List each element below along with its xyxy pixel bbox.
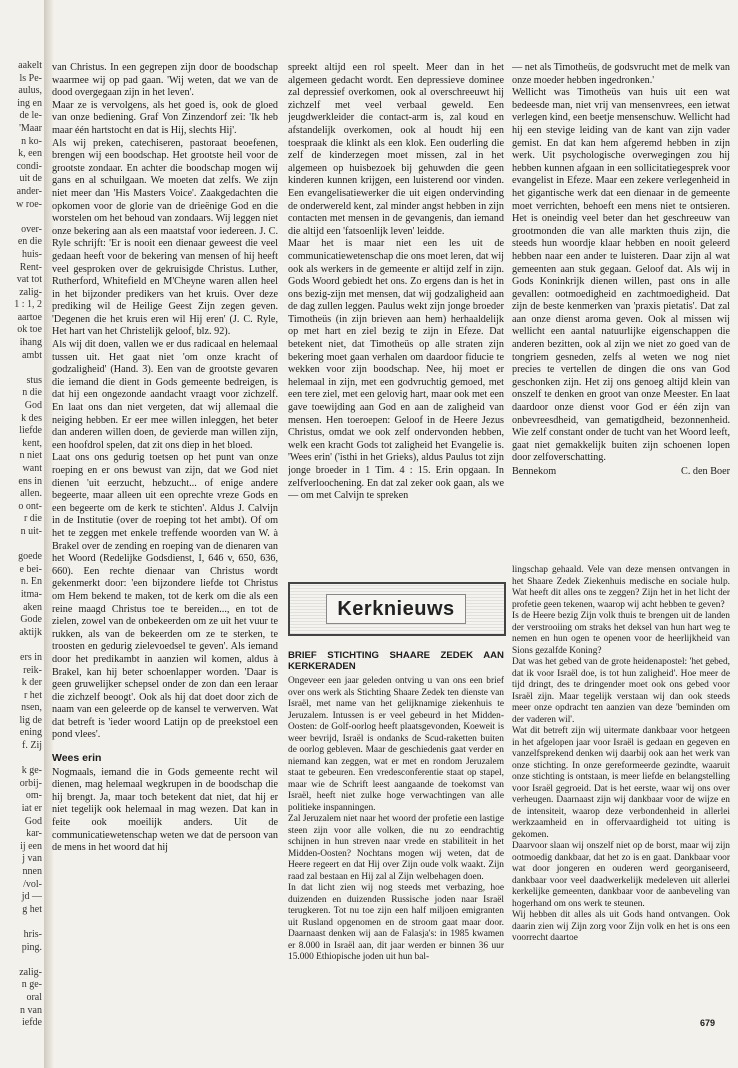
margin-fragment: ens in — [18, 475, 42, 487]
margin-fragment: Gode — [20, 614, 42, 626]
margin-fragment: hris- — [23, 928, 42, 940]
margin-fragment: /vol- — [23, 878, 42, 890]
margin-fragment: oral — [26, 991, 42, 1003]
margin-fragment: e bei- — [19, 563, 42, 575]
margin-fragment — [2, 954, 42, 967]
margin-fragment: ers in — [20, 651, 42, 663]
margin-fragment: 'Maar — [19, 122, 42, 134]
margin-fragment: want — [22, 463, 42, 474]
margin-fragment — [2, 639, 42, 652]
margin-fragment: n die — [22, 387, 42, 399]
margin-fragment: k der — [21, 677, 42, 689]
paragraph: Maar het is maar niet een les uit de communicatiewetenschap die ons moet leren, dat wij ook als werkers in de gemeente er altijd zelf in zijn. Gods Woord gebiedt het ons. Zo ergens dan is het in ons bezig-zijn met mensen, dat wij godzaligheid aan de dag zullen leggen. Paulus wekt zijn jonge broeder Timotheüs (in zijn brieven aan hem) herhaaldelijk op met hart en ziel bezig te zijn in Efeze. Dat betekent niet, dat Timotheüs op alle straten zijn bekering moet gaan verhalen om daardoor fiducie te wekken voor zijn boodschap. Nee, hij moet er helemaal in zijn, met een godvruchtig gemoed, met een tere ziel, met een gelovig hart, maar ook met een gave toewijding aan God en aan de zaligheid van mensen. Hen toeroepen: Geloof in de Heere Jezus Christus, omdat we ook zelf ondervonden hebben, welk een kracht Gods tot zaligheid het Evangelie is. 'Wees erin' ('isthi in het Grieks), aldus Paulus tot zijn jonge broeder in 1 Tim. 4 : 15. Erin opgaan. In zelfverloochening. En dat zal zeker ook gaan, als we — om met Calvijn te spreken — [288, 238, 504, 502]
margin-fragment: f. Zij — [22, 740, 42, 752]
margin-fragment: aakelt — [18, 60, 42, 71]
margin-fragment: ing en — [17, 97, 42, 109]
margin-fragment: zalig- — [19, 966, 42, 978]
margin-fragment: n ge- — [21, 979, 42, 991]
paragraph: Is de Heere bezig Zijn volk thuis te brengen uit de landen der verstrooiing om straks het deksel van hun hart weg te nemen en hun ogen te openen voor de heerlijkheid van Sions gezalfde Koning? — [512, 611, 730, 656]
signature-place: Bennekom — [512, 466, 557, 477]
margin-fragment: zalig- — [19, 286, 42, 298]
paragraph: Als wij dit doen, vallen we er dus radicaal en helemaal tussen uit. Het gaat niet 'om onze kracht of godzaligheid' (Hand. 3). Een van de grootste gevaren die iemand die dient in Gods gemeente bedreigen, is dat hij een ongezonde aandacht vraagt voor zichzelf. En laat ons dan niet vergeten, dat wij allemaal die neiging hebben. Er eer mee willen inleggen, het beter dan anderen willen doen, de gevierde man willen zijn, een hoofdrol spelen, dat zit ons diep in het bloed. — [52, 339, 278, 451]
margin-fragment: God — [24, 400, 42, 412]
left-page-margin-fragments — [2, 60, 42, 1030]
margin-fragment: k, een — [18, 148, 42, 160]
margin-fragment: ihang — [19, 337, 42, 349]
paragraph: spreekt altijd een rol speelt. Meer dan in het algemeen gedacht wordt. Een depressieve dominee zal depressief overkomen, ook al overschreeuwt hij zichzelf met veel verbaal geweld. Een jeugdwerkleider die contact-arm is, zal koud en afstandelijk overkomen, ook al houdt hij een toespraak die klinkt als een klok. Een ouderling die zelf de kinderzegen moet missen, zal in het algemeen op huisbezoek bij gehuwden die geen kinderen kunnen krijgen, een luisterend oor vinden. Een evangelisatiewerker die uit eigen ondervinding de onderwereld kent, zal minder angst hebben in zijn contacten met mensen in de gevangenis, dan iemand die altijd een 'fatsoenlijk leven' leidde. — [288, 62, 504, 237]
news-column-left — [288, 650, 504, 1060]
margin-fragment: aken — [23, 601, 42, 613]
margin-fragment: itma- — [20, 588, 42, 600]
news-column-right — [512, 565, 730, 965]
margin-fragment: God — [24, 815, 42, 827]
margin-fragment: ij een — [20, 840, 42, 852]
margin-fragment: r die — [23, 513, 42, 525]
paragraph: Ongeveer een jaar geleden ontving u van ons een brief over ons werk als Stichting Shaare Zedek ten dienste van Israël, met name van het gelijknamige ziekenhuis te Jeruzalem. Intussen is er veel gebeurd in het Midden-Oosten: de Golf-oorlog heeft plaatsgevonden, Koeweit is weer bevrijd, Israël is ondanks de Scud-raketten buiten de oorlog gebleven. Maar de geschiedenis gaat verder en niemand kan zeggen, wat er met en rondom Jeruzalem staat te gebeuren. Een vredesconferentie staat op stapel, maar wie de Schrift leest aangaande de toekomst van Israël, heeft niet zulke hoge verwachtingen van alle politieke inspanningen. — [288, 676, 504, 813]
margin-fragment: vat tot — [16, 274, 42, 286]
margin-fragment: ening — [19, 727, 42, 739]
margin-fragment: n ko- — [21, 135, 42, 147]
margin-fragment: o ont- — [18, 500, 42, 512]
margin-fragment: nnen — [22, 866, 42, 877]
paragraph: van Christus. In een gegrepen zijn door de boodschap waarmee wij op pad gaan. 'Wij weten, dat we van de dood overgegaan zijn in het leven'. — [52, 62, 278, 99]
section-banner — [288, 582, 506, 636]
signature-author: C. den Boer — [681, 466, 730, 477]
margin-fragment: jd — — [21, 891, 42, 903]
margin-fragment — [2, 916, 42, 929]
margin-fragment: iat er — [21, 803, 42, 815]
paragraph: Nogmaals, iemand die in Gods gemeente recht wil dienen, mag helemaal wegkrupen in de boodschap die hij brengt. Ja, maar toch betekent dat niet, dat hij er niet tegelijk ook helemaal in mag wezen. Dat kan in feite ook moeilijk anders. Uit de communicatiewetenschap weten we dat de persoon van de mens in het woord dat hij — [52, 766, 278, 854]
margin-fragment: kent, — [22, 437, 42, 449]
paragraph: Dat was het gebed van de grote heidenapostel: 'het gebed, dat ik voor Israël doe, is tot hun zaligheid'. Hoe meer de tijd dringt, des te dringender moet ook ons gebed voor Israël zijn. Maar tegelijk verstaan wij dan ook steeds meer onze opdracht ten aanzien van deze 'beminden om der vaderen wil'. — [512, 657, 730, 725]
margin-fragment: aartoe — [17, 311, 42, 323]
article-column-1 — [52, 62, 278, 992]
margin-fragment: k des — [21, 412, 42, 424]
margin-fragment: nsen, — [21, 702, 42, 714]
paragraph: Wellicht was Timotheüs van huis uit een wat bedeesde man, niet vrij van mensenvrees, een ietwat verlegen kind, een beetje mensenschuw. Wellicht had hij een stevige leiding van de kant van zijn vader gemist. En dat kan hem afgeremd hebben in zijn werk. Uit psychologische overwegingen zou hij hebben kunnen afgaan in een sollicitatiegesprek voor evangelist in Efeze. Maar een zekere verlegenheid in het gigantische werk dat een dienaar in de gemeente moet verrichten, behoeft een mens niet te ontsieren. Het is oneindig veel beter dan het geschreeuw van grootmonden die van alle markten thuis zijn, die steeds hun woordje klaar hebben en nooit geleerd hebben naar een ander te luisteren. Daar zijn al wat gemeenten aan stuk gegaan. Geloof dat. Als wij in Gods Koninkrijk dienen willen, past ons in alle gevallen: ootmoedigheid en zachtmoedigheid. Dat zijn de beste kenmerken van 'praxis pietatis'. Dat zal aan onze dienst aroma geven. Ook al missen wij wellicht een aantal natuurlijke eigenschappen die anderen bezitten, ook al zijn we niet zo goed van de tongriem gesneden, zelfs al weten we nog niet precies te vertellen de dingen die ons van God geschonken zijn. Het zij ons genoeg altijd klein van onszelf te denken en groot van onze Meester. En laat daardoor onze dienst voor God er één zijn van onbevreesdheid, van gematigdheid, bezonnenheid. Wie zelf constant onder de tucht van het Woord leeft, gaat niet gemakkelijk buiten zijn schoenen lopen door zelfoverschatting. — [512, 87, 730, 464]
paragraph: Wij hebben dit alles als uit Gods hand ontvangen. Ook daarin zien wij Zijn zorg voor Zijn volk en het is ons een voorrecht daartoe — [512, 910, 730, 943]
margin-fragment: liefde — [19, 425, 42, 437]
margin-fragment: ander- — [16, 185, 42, 197]
banner-title: Kerknieuws — [337, 598, 455, 620]
banner-box — [326, 594, 466, 624]
paragraph: In dat licht zien wij nog steeds met verbazing, hoe duizenden en duizenden Russische joden naar Israël terugkeren. Tot nu toe zijn een half miljoen emigranten uit Rusland opgenomen en de stroom gaat maar door. Daarnaast denken wij aan de Falasja's: in 1985 kwamen er 8.000 in Israël aan, dit jaar werden er binnen 36 uur 15.000 Ethiopische joden uit hun bal- — [288, 883, 504, 962]
margin-fragment: Rent- — [19, 261, 42, 273]
margin-fragment: aktijk — [19, 626, 42, 638]
margin-fragment: ping. — [21, 941, 42, 953]
paragraph: Maar ze is vervolgens, als het goed is, ook de gloed van onze bediening. Graf Von Zinzendorf zei: 'Ik heb maar één hartstocht en dat is Hij, slechts Hij'. — [52, 99, 278, 136]
margin-fragment: j van — [22, 853, 42, 865]
margin-fragment: k ge- — [21, 765, 42, 777]
margin-fragment: n niet — [19, 450, 42, 462]
page-number: 679 — [700, 1018, 716, 1028]
margin-fragment: lig de — [19, 714, 42, 726]
paragraph: Zal Jeruzalem niet naar het woord der profetie een lastige steen zijn voor alle volken, die nu zo eendrachtig schijnen in hun streven naar vrede en stabiliteit in het Midden-Oosten? Nochtans mogen wij weten, dat de Heere regeert en dat Hij over Zijn oude volk waakt. Zijn raad zal bestaan en Hij zal al Zijn welbehagen doen. — [288, 814, 504, 882]
margin-fragment — [2, 539, 42, 552]
margin-fragment: over- — [21, 223, 42, 235]
margin-fragment: g het — [22, 903, 42, 915]
news-article-heading: BRIEF STICHTING SHAARE ZEDEK AAN KERKERADEN — [288, 650, 504, 672]
margin-fragment — [2, 362, 42, 375]
paragraph: Daarvoor slaan wij onszelf niet op de borst, maar wij zijn ootmoedig dankbaar, dat het zo is en gaat. Dankbaar voor wat door jongeren en ouderen werd georganiseerd, dankbaar voor veel daadwerkelijk medeleven uit allerlei kerkelijke gemeenten, dankbaar voor de aanbeveling van hogerhand om ons werk te steunen. — [512, 841, 730, 909]
margin-fragment: reik- — [23, 664, 42, 676]
margin-fragment: aulus, — [18, 85, 42, 97]
paragraph: lingschap gehaald. Vele van deze mensen ontvangen in het Shaare Zedek Ziekenhuis medische en sociale hulp. Wat heeft dit alles ons te zeggen? Zijn het in het licht der profetie geen tekenen, waarop wij acht hebben te geven? — [512, 565, 730, 610]
margin-fragment: de le- — [19, 110, 42, 122]
margin-fragment: ambt — [22, 349, 42, 361]
margin-fragment: n van — [20, 1004, 42, 1016]
margin-fragment: condi- — [16, 160, 42, 172]
margin-fragment — [2, 211, 42, 224]
margin-fragment — [2, 753, 42, 766]
margin-fragment: ls Pe- — [19, 72, 42, 84]
margin-fragment: 1 : 1, 2 — [14, 299, 42, 311]
margin-fragment: n uit- — [20, 525, 42, 537]
paragraph: — net als Timotheüs, de godsvrucht met de melk van onze moeder hebben ingedronken.' — [512, 62, 730, 86]
article-column-3 — [512, 62, 730, 562]
margin-fragment: orbij- — [19, 777, 42, 789]
margin-fragment: ok toe — [17, 324, 42, 336]
paragraph: Wat dit betreft zijn wij uitermate dankbaar voor hetgeen in het afgelopen jaar voor Israël is gedaan en gegeven en vanzelfsprekend denken wij daarbij ook aan het werk van onze stichting. In onze gereformeerde gezindte, waaruit onze stichting is ontstaan, is meer liefde en belangstelling voor Israël gegroeid. Dat is het eerste, waar wij ons over verheugen. Daarnaast zijn wij dankbaar voor de wijze en de intensiteit, waarop deze verbondenheid in allerlei werkzaamheid en in offervaardigheid tot uiting is gekomen. — [512, 726, 730, 840]
margin-fragment: uit de — [19, 173, 42, 185]
margin-fragment: r het — [23, 689, 42, 701]
margin-fragment: n. En — [20, 576, 42, 588]
margin-fragment: en die — [17, 236, 42, 248]
margin-fragment: huis- — [22, 248, 42, 260]
margin-fragment: kar- — [26, 828, 42, 840]
article-column-2 — [288, 62, 504, 562]
margin-fragment: stus — [26, 374, 42, 386]
paragraph: Laat ons ons gedurig toetsen op het punt van onze roeping en er ons bewust van zijn, dat we God niet dienen 'uit eerzucht, hebzucht... of enige andere begeerte, maar alleen uit een oprechte vreze Gods en een begeerte om de kerk te stichten'. Aldus J. Calvijn in de Institutie (over de roeping tot het ambt). Of om het te zeggen met enkele treffende woorden van W. à Brakel over de zending en roeping van de dienaren van het Woord (Redelijke Godsdienst, I, 646 v, 650, 636, 660). Een rechte dienaar van Christus wordt gekenmerkt door: 'een bijzondere liefde tot Christus om Hem bekend te maken, tot de kerk om die als een reine maagd Christus toe te bereiden..., en tot de zielen, zowel van de onbekeerden om ze uit het vuur te rukken, als van de bekeerden om ze te sterken, te troosten en gedurig zielevoedsel te geven'. Als iemand door het predikambt in aanzien wil komen, aldus à Brakel, kan hij beter schoenlapper worden. 'Daar is geen gruwelijker schepsel onder de zon dan een leraar die zichzelf beoogt'. Ook als hij dat doet door zich de naam van een geleerde op de kansel te verwerven. Wat dat betreft is 'ieder woord Latijn op de preekstoel een pond vlees'. — [52, 452, 278, 741]
margin-fragment: w roe- — [16, 198, 42, 210]
paragraph: Als wij preken, catechiseren, pastoraat beoefenen, brengen wij een boodschap. Het grootste heil voor de grootste zondaar. En achter die boodschap mogen wij gans en al schuilgaan. We moeten dat zelfs. We zijn niet meer dan 'His Masters Voice'. Zaakgedachten die opkomen voor de glorie van de drieënige God en die worstelen om het behoud van zondaars. Wij leggen niet onze bekering aan als een maatstaf voor iedereen. J. C. Ryle schrijft: 'Er is nooit een dienaar geweest die veel gedaan heeft voor de bekering van mensen of hij heeft veel gesproken over de gekruisigde Christus. Luther, Rutherford, Whitefield en M'Cheyne waren allen heel in het bijzonder predikers van het kruis. Over deze prediking wil de Heilige Geest Zijn zegen geven. 'Degenen die het kruis eren wil Hij eren' (J. C. Ryle, Het hart van het Christelijk geloof, blz. 92). — [52, 137, 278, 338]
margin-fragment: iefde — [22, 1017, 42, 1029]
section-heading: Wees erin — [52, 752, 102, 765]
margin-fragment: om- — [25, 790, 42, 802]
margin-fragment: allen. — [20, 488, 42, 500]
signature-line — [512, 466, 730, 479]
margin-fragment: goede — [18, 551, 42, 563]
